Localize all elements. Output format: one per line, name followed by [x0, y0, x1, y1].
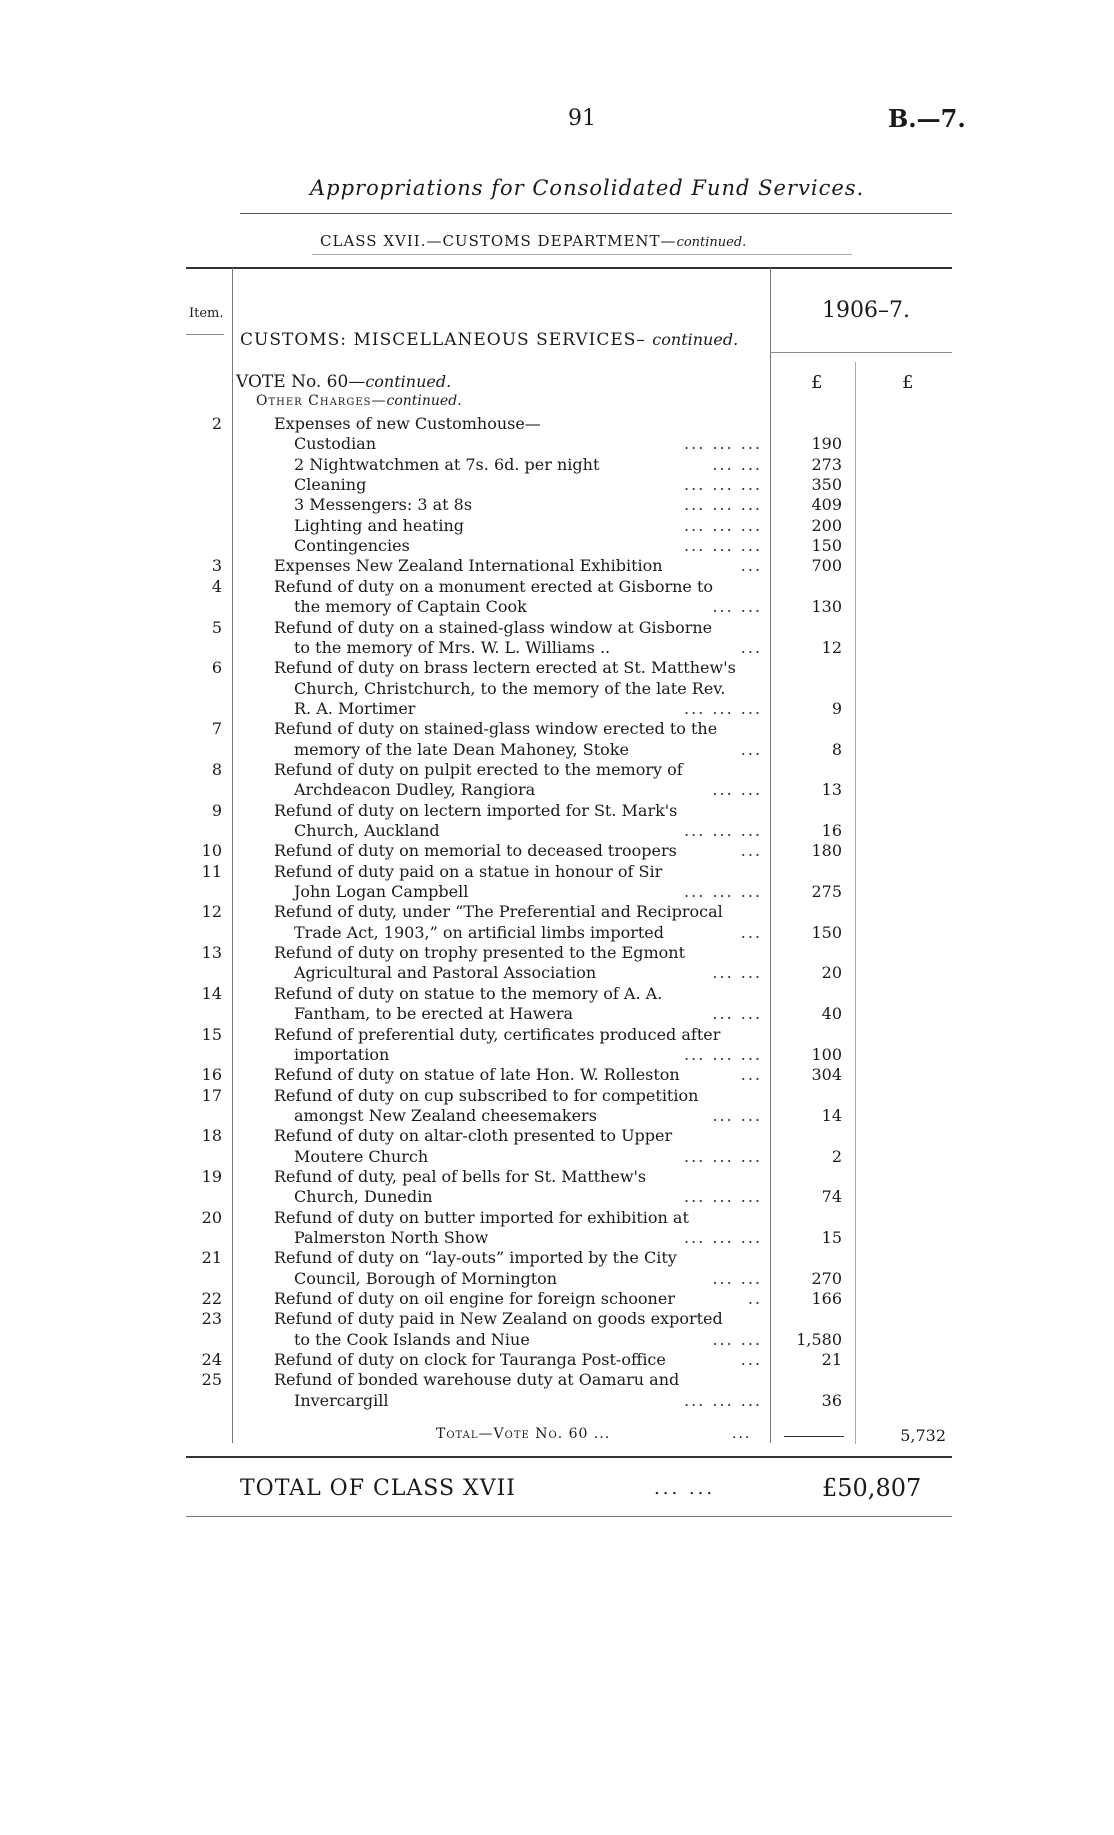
item-description: Refund of duty paid on a statue in honour of Sir	[274, 862, 663, 881]
item-description: Church, Christchurch, to the memory of the late Rev.	[294, 679, 726, 698]
item-number: 22	[201, 1289, 222, 1308]
table-row	[0, 1126, 1114, 1146]
table-row	[0, 434, 1114, 454]
item-description: to the memory of Mrs. W. L. Williams ..	[294, 638, 611, 657]
table-row	[0, 556, 1114, 576]
item-amount: 130	[811, 597, 842, 616]
item-description: Refund of duty on lectern imported for St. Mark's	[274, 801, 678, 820]
table-row	[0, 801, 1114, 821]
item-number: 24	[201, 1350, 222, 1369]
class-title-rule	[312, 254, 852, 255]
table-row	[0, 1248, 1114, 1268]
table-row	[0, 475, 1114, 495]
item-description: 3 Messengers: 3 at 8s	[294, 495, 473, 514]
table-row	[0, 719, 1114, 739]
item-description: to the Cook Islands and Niue	[294, 1330, 530, 1349]
leader-dots: ...	[740, 740, 762, 759]
leader-dots: ... ...	[712, 1004, 762, 1023]
vote-total-amount: 5,732	[900, 1426, 946, 1445]
item-description: Refund of duty on statue to the memory of A. A.	[274, 984, 663, 1003]
item-description: Refund of duty on a monument erected at Gisborne to	[274, 577, 714, 596]
heading-rule	[240, 213, 952, 214]
item-amount: 150	[811, 536, 842, 555]
table-row	[0, 1208, 1114, 1228]
item-description: Refund of duty on stained-glass window erected to the	[274, 719, 718, 738]
leader-dots: ... ... ...	[684, 1228, 762, 1247]
item-number: 20	[201, 1208, 222, 1227]
table-row	[0, 536, 1114, 556]
item-description: Refund of duty on a stained-glass window at Gisborne	[274, 618, 713, 637]
item-description: Refund of duty, under “The Preferential and Reciprocal	[274, 902, 723, 921]
leader-dots: ... ...	[712, 1269, 762, 1288]
table-row	[0, 1004, 1114, 1024]
table-row	[0, 597, 1114, 617]
table-row	[0, 455, 1114, 475]
item-number: 13	[201, 943, 222, 962]
class-total-label: TOTAL OF CLASS XVII	[240, 1476, 516, 1501]
item-description: Refund of preferential duty, certificates produced after	[274, 1025, 721, 1044]
item-description: Invercargill	[294, 1391, 389, 1410]
table-row	[0, 618, 1114, 638]
item-number: 15	[201, 1025, 222, 1044]
table-row	[0, 414, 1114, 434]
table-row	[0, 943, 1114, 963]
table-row	[0, 1065, 1114, 1085]
table-row	[0, 780, 1114, 800]
vote-title-main: VOTE No. 60—	[236, 372, 366, 392]
item-amount: 275	[811, 882, 842, 901]
item-amount: 700	[811, 556, 842, 575]
item-description: Refund of duty on brass lectern erected at St. Matthew's	[274, 658, 736, 677]
item-amount: 180	[811, 841, 842, 860]
item-description: Trade Act, 1903,” on artificial limbs imported	[294, 923, 664, 942]
section-title-continued: continued.	[652, 330, 739, 349]
item-amount: 13	[821, 780, 842, 799]
item-description: Moutere Church	[294, 1147, 429, 1166]
table-row	[0, 862, 1114, 882]
item-number: 5	[211, 618, 222, 637]
table-row	[0, 495, 1114, 515]
year-underline	[770, 352, 952, 353]
leader-dots: ... ...	[712, 780, 762, 799]
item-description: memory of the late Dean Mahoney, Stoke	[294, 740, 629, 759]
item-description: Council, Borough of Mornington	[294, 1269, 558, 1288]
item-amount: 36	[821, 1391, 842, 1410]
table-row	[0, 1228, 1114, 1248]
class-title-main: CLASS XVII.—CUSTOMS DEPARTMENT—	[320, 232, 677, 250]
item-amount: 20	[821, 963, 842, 982]
item-number: 19	[201, 1167, 222, 1186]
vote-title-continued: continued.	[365, 372, 452, 391]
item-number: 17	[201, 1086, 222, 1105]
leader-dots: ... ... ...	[684, 495, 762, 514]
item-number: 9	[211, 801, 222, 820]
leader-dots: ... ...	[712, 597, 762, 616]
table-row	[0, 1309, 1114, 1329]
table-row	[0, 577, 1114, 597]
item-number: 8	[211, 760, 222, 779]
item-number: 6	[211, 658, 222, 677]
page-heading: Appropriations for Consolidated Fund Services.	[310, 176, 865, 200]
table-row	[0, 1045, 1114, 1065]
item-number: 4	[211, 577, 222, 596]
leader-dots: ... ...	[712, 455, 762, 474]
table-row	[0, 1106, 1114, 1126]
leader-dots: ... ... ...	[684, 1187, 762, 1206]
leader-dots: ... ... ...	[684, 536, 762, 555]
item-amount: 409	[811, 495, 842, 514]
item-amount: 15	[821, 1228, 842, 1247]
item-amount: 350	[811, 475, 842, 494]
item-description: Contingencies	[294, 536, 410, 555]
currency-symbol-items: £	[811, 372, 823, 393]
leader-dots: ...	[740, 1065, 762, 1084]
item-number: 21	[201, 1248, 222, 1267]
item-number: 23	[201, 1309, 222, 1328]
section-title-main: CUSTOMS: MISCELLANEOUS SERVICES–	[240, 330, 646, 350]
year-column-header: 1906–7.	[822, 298, 910, 323]
leader-dots: ... ... ...	[684, 1391, 762, 1410]
table-row	[0, 1391, 1114, 1411]
table-row	[0, 1289, 1114, 1309]
item-amount: 21	[821, 1350, 842, 1369]
table-top-rule	[186, 267, 952, 269]
leader-dots: ...	[740, 923, 762, 942]
item-description: the memory of Captain Cook	[294, 597, 527, 616]
leader-dots: ... ... ...	[684, 882, 762, 901]
subtotal-rule	[784, 1436, 844, 1437]
leader-dots: ... ... ...	[684, 516, 762, 535]
table-row	[0, 1370, 1114, 1390]
item-description: Custodian	[294, 434, 377, 453]
leader-dots: ...	[740, 841, 762, 860]
item-description: John Logan Campbell	[294, 882, 469, 901]
item-underline	[186, 334, 224, 335]
item-description: Refund of duty on statue of late Hon. W. Rolleston	[274, 1065, 680, 1084]
currency-symbol-total: £	[902, 372, 914, 393]
table-row	[0, 1086, 1114, 1106]
item-amount: 166	[811, 1289, 842, 1308]
item-description: Refund of duty on oil engine for foreign schooner	[274, 1289, 675, 1308]
table-row	[0, 821, 1114, 841]
leader-dots: ...	[740, 1350, 762, 1369]
item-description: Archdeacon Dudley, Rangiora	[294, 780, 536, 799]
item-amount: 304	[811, 1065, 842, 1084]
item-description: Lighting and heating	[294, 516, 465, 535]
leader-dots: ... ... ...	[684, 1147, 762, 1166]
table-row	[0, 1025, 1114, 1045]
item-number: 12	[201, 902, 222, 921]
table-row	[0, 658, 1114, 678]
item-number: 14	[201, 984, 222, 1003]
table-bottom-rule	[186, 1456, 952, 1458]
item-description: Church, Dunedin	[294, 1187, 433, 1206]
table-row	[0, 923, 1114, 943]
item-description: Cleaning	[294, 475, 367, 494]
class-title-continued: continued.	[676, 235, 747, 250]
table-row	[0, 1187, 1114, 1207]
table-row	[0, 1269, 1114, 1289]
class-total-dots: ... ...	[654, 1478, 716, 1499]
item-description: Church, Auckland	[294, 821, 440, 840]
table-row	[0, 1167, 1114, 1187]
item-amount: 16	[821, 821, 842, 840]
vote-title	[236, 372, 451, 392]
item-amount: 190	[811, 434, 842, 453]
item-number: 10	[201, 841, 222, 860]
item-description: R. A. Mortimer	[294, 699, 416, 718]
table-row	[0, 740, 1114, 760]
table-row	[0, 963, 1114, 983]
table-row	[0, 1330, 1114, 1350]
item-description: Refund of duty on clock for Tauranga Post-office	[274, 1350, 666, 1369]
table-row	[0, 984, 1114, 1004]
leader-dots: ...	[740, 556, 762, 575]
other-charges-continued: continued.	[386, 393, 462, 409]
item-description: Agricultural and Pastoral Association	[294, 963, 597, 982]
item-number: 16	[201, 1065, 222, 1084]
item-number: 25	[201, 1370, 222, 1389]
item-column-header: Item.	[189, 306, 224, 321]
table-row	[0, 679, 1114, 699]
item-description: Palmerston North Show	[294, 1228, 489, 1247]
item-description: Refund of duty on cup subscribed to for competition	[274, 1086, 699, 1105]
item-number: 3	[211, 556, 222, 575]
item-description: 2 Nightwatchmen at 7s. 6d. per night	[294, 455, 600, 474]
item-description: Refund of duty on memorial to deceased troopers	[274, 841, 677, 860]
item-description: Refund of duty on altar-cloth presented to Upper	[274, 1126, 673, 1145]
final-rule	[186, 1516, 952, 1517]
item-amount: 270	[811, 1269, 842, 1288]
table-row	[0, 902, 1114, 922]
item-description: Refund of duty on trophy presented to the Egmont	[274, 943, 685, 962]
other-charges-heading	[256, 393, 462, 409]
leader-dots: ... ... ...	[684, 821, 762, 840]
item-number: 2	[211, 414, 222, 433]
table-row	[0, 1147, 1114, 1167]
item-amount: 273	[811, 455, 842, 474]
leader-dots: ... ...	[712, 1330, 762, 1349]
item-amount: 1,580	[796, 1330, 842, 1349]
other-charges-main: Other Charges—	[256, 393, 387, 409]
item-amount: 12	[821, 638, 842, 657]
table-row	[0, 760, 1114, 780]
class-title	[320, 232, 746, 250]
item-number: 11	[201, 862, 222, 881]
item-description: Refund of bonded warehouse duty at Oamaru and	[274, 1370, 680, 1389]
vote-total-label: Total—Vote No. 60 ...	[436, 1426, 611, 1442]
leader-dots: ... ... ...	[684, 699, 762, 718]
item-description: Refund of duty paid in New Zealand on goods exported	[274, 1309, 723, 1328]
item-amount: 40	[821, 1004, 842, 1023]
item-amount: 2	[831, 1147, 842, 1166]
item-description: amongst New Zealand cheesemakers	[294, 1106, 597, 1125]
vote-total-dots: ...	[732, 1426, 752, 1442]
item-amount: 200	[811, 516, 842, 535]
table-row	[0, 638, 1114, 658]
item-amount: 74	[821, 1187, 842, 1206]
leader-dots: ... ... ...	[684, 1045, 762, 1064]
leader-dots: ... ... ...	[684, 475, 762, 494]
item-amount: 100	[811, 1045, 842, 1064]
item-description: importation	[294, 1045, 390, 1064]
item-description: Refund of duty, peal of bells for St. Matthew's	[274, 1167, 647, 1186]
table-row	[0, 516, 1114, 536]
item-description: Refund of duty on “lay-outs” imported by the City	[274, 1248, 677, 1267]
item-description: Expenses New Zealand International Exhibition	[274, 556, 663, 575]
item-number: 7	[211, 719, 222, 738]
table-row	[0, 882, 1114, 902]
document-reference: B.—7.	[888, 104, 966, 133]
table-row	[0, 699, 1114, 719]
item-number: 18	[201, 1126, 222, 1145]
section-title	[240, 330, 738, 350]
item-description: Expenses of new Customhouse—	[274, 414, 541, 433]
table-row	[0, 1350, 1114, 1370]
item-description: Refund of duty on pulpit erected to the memory of	[274, 760, 683, 779]
item-amount: 9	[831, 699, 842, 718]
leader-dots: ...	[740, 638, 762, 657]
item-description: Refund of duty on butter imported for exhibition at	[274, 1208, 689, 1227]
leader-dots: ... ...	[712, 1106, 762, 1125]
item-description: Fantham, to be erected at Hawera	[294, 1004, 574, 1023]
leader-dots: ... ... ...	[684, 434, 762, 453]
class-total-amount: £50,807	[822, 1474, 922, 1502]
leader-dots: ... ...	[712, 963, 762, 982]
leader-dots: ..	[747, 1289, 762, 1308]
page-number: 91	[568, 106, 596, 131]
item-amount: 150	[811, 923, 842, 942]
item-amount: 8	[831, 740, 842, 759]
item-amount: 14	[821, 1106, 842, 1125]
table-row	[0, 841, 1114, 861]
